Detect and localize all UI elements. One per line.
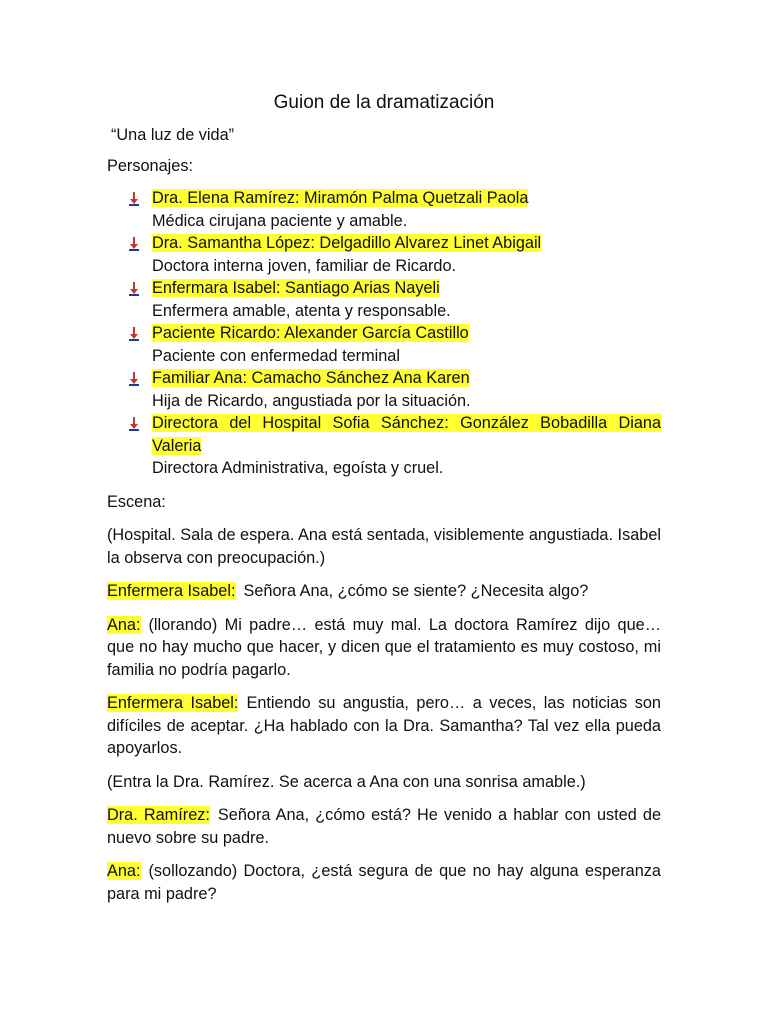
document-page — [107, 90, 661, 916]
stage-direction: (Entra la Dra. Ramírez. Se acerca a Ana con una sonrisa amable.) — [107, 772, 586, 791]
speaker-label: Enfermera Isabel: — [107, 582, 236, 600]
characters-label: Personajes: — [107, 156, 193, 175]
character-name: Dra. Elena Ramírez: Miramón Palma Quetzali Paola — [152, 189, 529, 207]
document-subtitle: “Una luz de vida” — [111, 126, 235, 144]
character-name-block — [152, 412, 661, 457]
character-name: Enfermara Isabel: Santiago Arias Nayeli — [152, 279, 440, 297]
speaker-label: Enfermera Isabel: — [107, 694, 239, 712]
dialogue-text: (sollozando) Doctora, ¿está segura de que no hay alguna esperanza para mi padre? — [107, 862, 661, 903]
dialogue-line — [107, 860, 661, 905]
character-name: Familiar Ana: Camacho Sánchez Ana Karen — [152, 369, 470, 387]
dialogue-line — [107, 580, 661, 603]
characters-list — [107, 187, 661, 480]
dialogue-text: (llorando) Mi padre… está muy mal. La doctora Ramírez dijo que… que no hay mucho que hacer, y dicen que el tratamiento es muy costoso, mi familia no podría pagarlo. — [107, 615, 661, 679]
down-arrow-bullet-icon — [128, 282, 140, 296]
speaker-label: Dra. Ramírez: — [107, 806, 210, 824]
stage-direction: (Hospital. Sala de espera. Ana está sentada, visiblemente angustiada. Isabel la observa con preocupación.) — [107, 526, 661, 567]
speaker-label: Ana: — [107, 862, 141, 880]
character-description: Paciente con enfermedad terminal — [152, 346, 400, 365]
character-description: Directora Administrativa, egoísta y cruel. — [152, 459, 444, 477]
dialogue-line — [107, 804, 661, 849]
character-name: Directora del Hospital Sofia Sánchez: González Bobadilla Diana Valeria — [152, 414, 661, 455]
down-arrow-bullet-icon — [128, 327, 140, 341]
character-description: Médica cirujana paciente y amable. — [152, 211, 408, 230]
list-item — [152, 322, 661, 367]
dialogue-line — [107, 692, 661, 760]
down-arrow-bullet-icon — [128, 417, 140, 431]
list-item — [152, 412, 661, 480]
down-arrow-bullet-icon — [128, 372, 140, 386]
list-item — [152, 367, 661, 412]
character-description: Hija de Ricardo, angustiada por la situación. — [152, 391, 471, 410]
dialogue-line — [107, 614, 661, 682]
dialogue-text: Señora Ana, ¿cómo está? He venido a hablar con usted de nuevo sobre su padre. — [107, 806, 661, 847]
dialogue-text: Señora Ana, ¿cómo se siente? ¿Necesita algo? — [243, 582, 589, 600]
speaker-label: Ana: — [107, 615, 141, 634]
list-item — [152, 277, 661, 322]
dialogue-text: Entiendo su angustia, pero… a veces, las noticias son difíciles de aceptar. ¿Ha hablado con la Dra. Samantha? Tal vez ella pueda apoyarlos. — [107, 694, 661, 757]
list-item — [152, 232, 661, 277]
down-arrow-bullet-icon — [128, 237, 140, 251]
down-arrow-bullet-icon — [128, 192, 140, 206]
character-name: Dra. Samantha López: Delgadillo Alvarez Linet Abigail — [152, 234, 542, 252]
scene-label: Escena: — [107, 492, 166, 511]
document-title: Guion de la dramatización — [273, 92, 495, 113]
character-name: Paciente Ricardo: Alexander García Castillo — [152, 324, 469, 342]
list-item — [152, 187, 661, 232]
character-description: Doctora interna joven, familiar de Ricardo. — [152, 256, 457, 275]
character-description: Enfermera amable, atenta y responsable. — [152, 301, 451, 320]
